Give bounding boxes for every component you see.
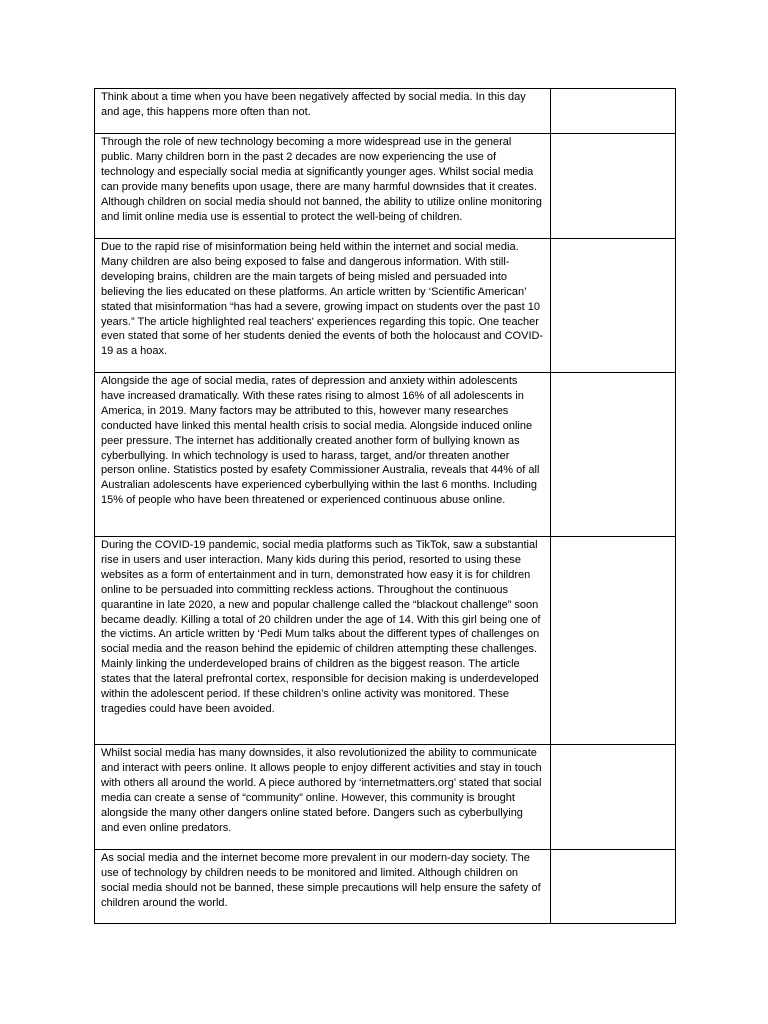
table-row (95, 89, 676, 134)
table-row (95, 239, 676, 373)
table-row (95, 373, 676, 537)
paragraph-text: As social media and the internet become more prevalent in our modern-day society. The use of technology by children needs to be monitored and limited. Although children on social media should not be banned, these simple precautions will help ensure the safety of children around the world. (101, 852, 541, 909)
paragraph-cell (95, 239, 551, 373)
paragraph-cell (95, 373, 551, 537)
table-row (95, 850, 676, 924)
notes-cell (551, 239, 676, 373)
notes-cell (551, 89, 676, 134)
table-row (95, 134, 676, 239)
paragraph-cell (95, 134, 551, 239)
table-row (95, 537, 676, 745)
notes-cell (551, 537, 676, 745)
paragraph-text: Whilst social media has many downsides, it also revolutionized the ability to communicate and interact with peers online. It allows people to enjoy different activities and stay in touch with others all around the world. A piece authored by ‘internetmatters.org’ stated that social media can create a sense of “community” online. However, this community is brought alongside the many other dangers online stated before. Dangers such as cyberbullying and even online predators. (101, 747, 542, 834)
paragraph-text: Due to the rapid rise of misinformation being held within the internet and social media. Many children are also being exposed to false and dangerous information. With still-developing brains, children are the main targets of being misled and persuaded into believing the lies educated on these platforms. An article written by ‘Scientific American’ stated that misinformation “has had a severe, growing impact on students over the past 10 years.” The article highlighted real teachers' experiences regarding this topic. One teacher even stated that some of her students denied the events of both the holocaust and COVID-19 as a hoax. (101, 241, 544, 358)
notes-cell (551, 745, 676, 850)
paragraph-cell (95, 745, 551, 850)
paragraph-text: Think about a time when you have been negatively affected by social media. In this day and age, this happens more often than not. (101, 91, 526, 118)
notes-cell (551, 134, 676, 239)
paragraph-text: Alongside the age of social media, rates of depression and anxiety within adolescents have increased dramatically. With these rates rising to almost 16% of all adolescents in America, in 2019. Many factors may be attributed to this, however many researches conducted have linked this mental health crisis to social media. Alongside induced online peer pressure. The internet has additionally created another form of bullying known as cyberbullying. In which technology is used to harass, target, and/or threaten another person online. Statistics posted by esafety Commissioner Australia, reveals that 44% of all Australian adolescents have experienced cyberbullying within the last 6 months. Including 15% of people who have been threatened or experienced continuous abuse online. (101, 375, 540, 507)
paragraph-text: During the COVID-19 pandemic, social media platforms such as TikTok, saw a substantial rise in users and user interaction. Many kids during this period, resorted to using these websites as a form of entertainment and in turn, demonstrated how easy it is for children online to be persuaded into committing reckless actions. Throughout the continuous quarantine in late 2020, a new and popular challenge called the “blackout challenge” soon became deadly. Killing a total of 20 children under the age of 14. With this girl being one of the victims. An article written by ‘Pedi Mum talks about the different types of challenges on social media and the reason behind the epidemic of children attempting these challenges. Mainly linking the underdeveloped brains of children as the biggest reason. The article states that the lateral prefrontal cortex, responsible for decision making is underdeveloped within the adolescent period. If these children’s online activity was monitored. These tragedies could have been avoided. (101, 539, 541, 715)
notes-cell (551, 850, 676, 924)
paragraph-cell (95, 537, 551, 745)
paragraph-cell (95, 89, 551, 134)
paragraph-text: Through the role of new technology becoming a more widespread use in the general public. Many children born in the past 2 decades are now experiencing the use of technology and especially social media at significantly younger ages. Whilst social media can provide many benefits upon usage, there are many harmful downsides that it creates. Although children on social media should not banned, the ability to utilize online monitoring and limit online media use is essential to protect the well-being of children. (101, 136, 542, 223)
paragraph-cell (95, 850, 551, 924)
notes-cell (551, 373, 676, 537)
essay-table (94, 88, 676, 924)
table-row (95, 745, 676, 850)
